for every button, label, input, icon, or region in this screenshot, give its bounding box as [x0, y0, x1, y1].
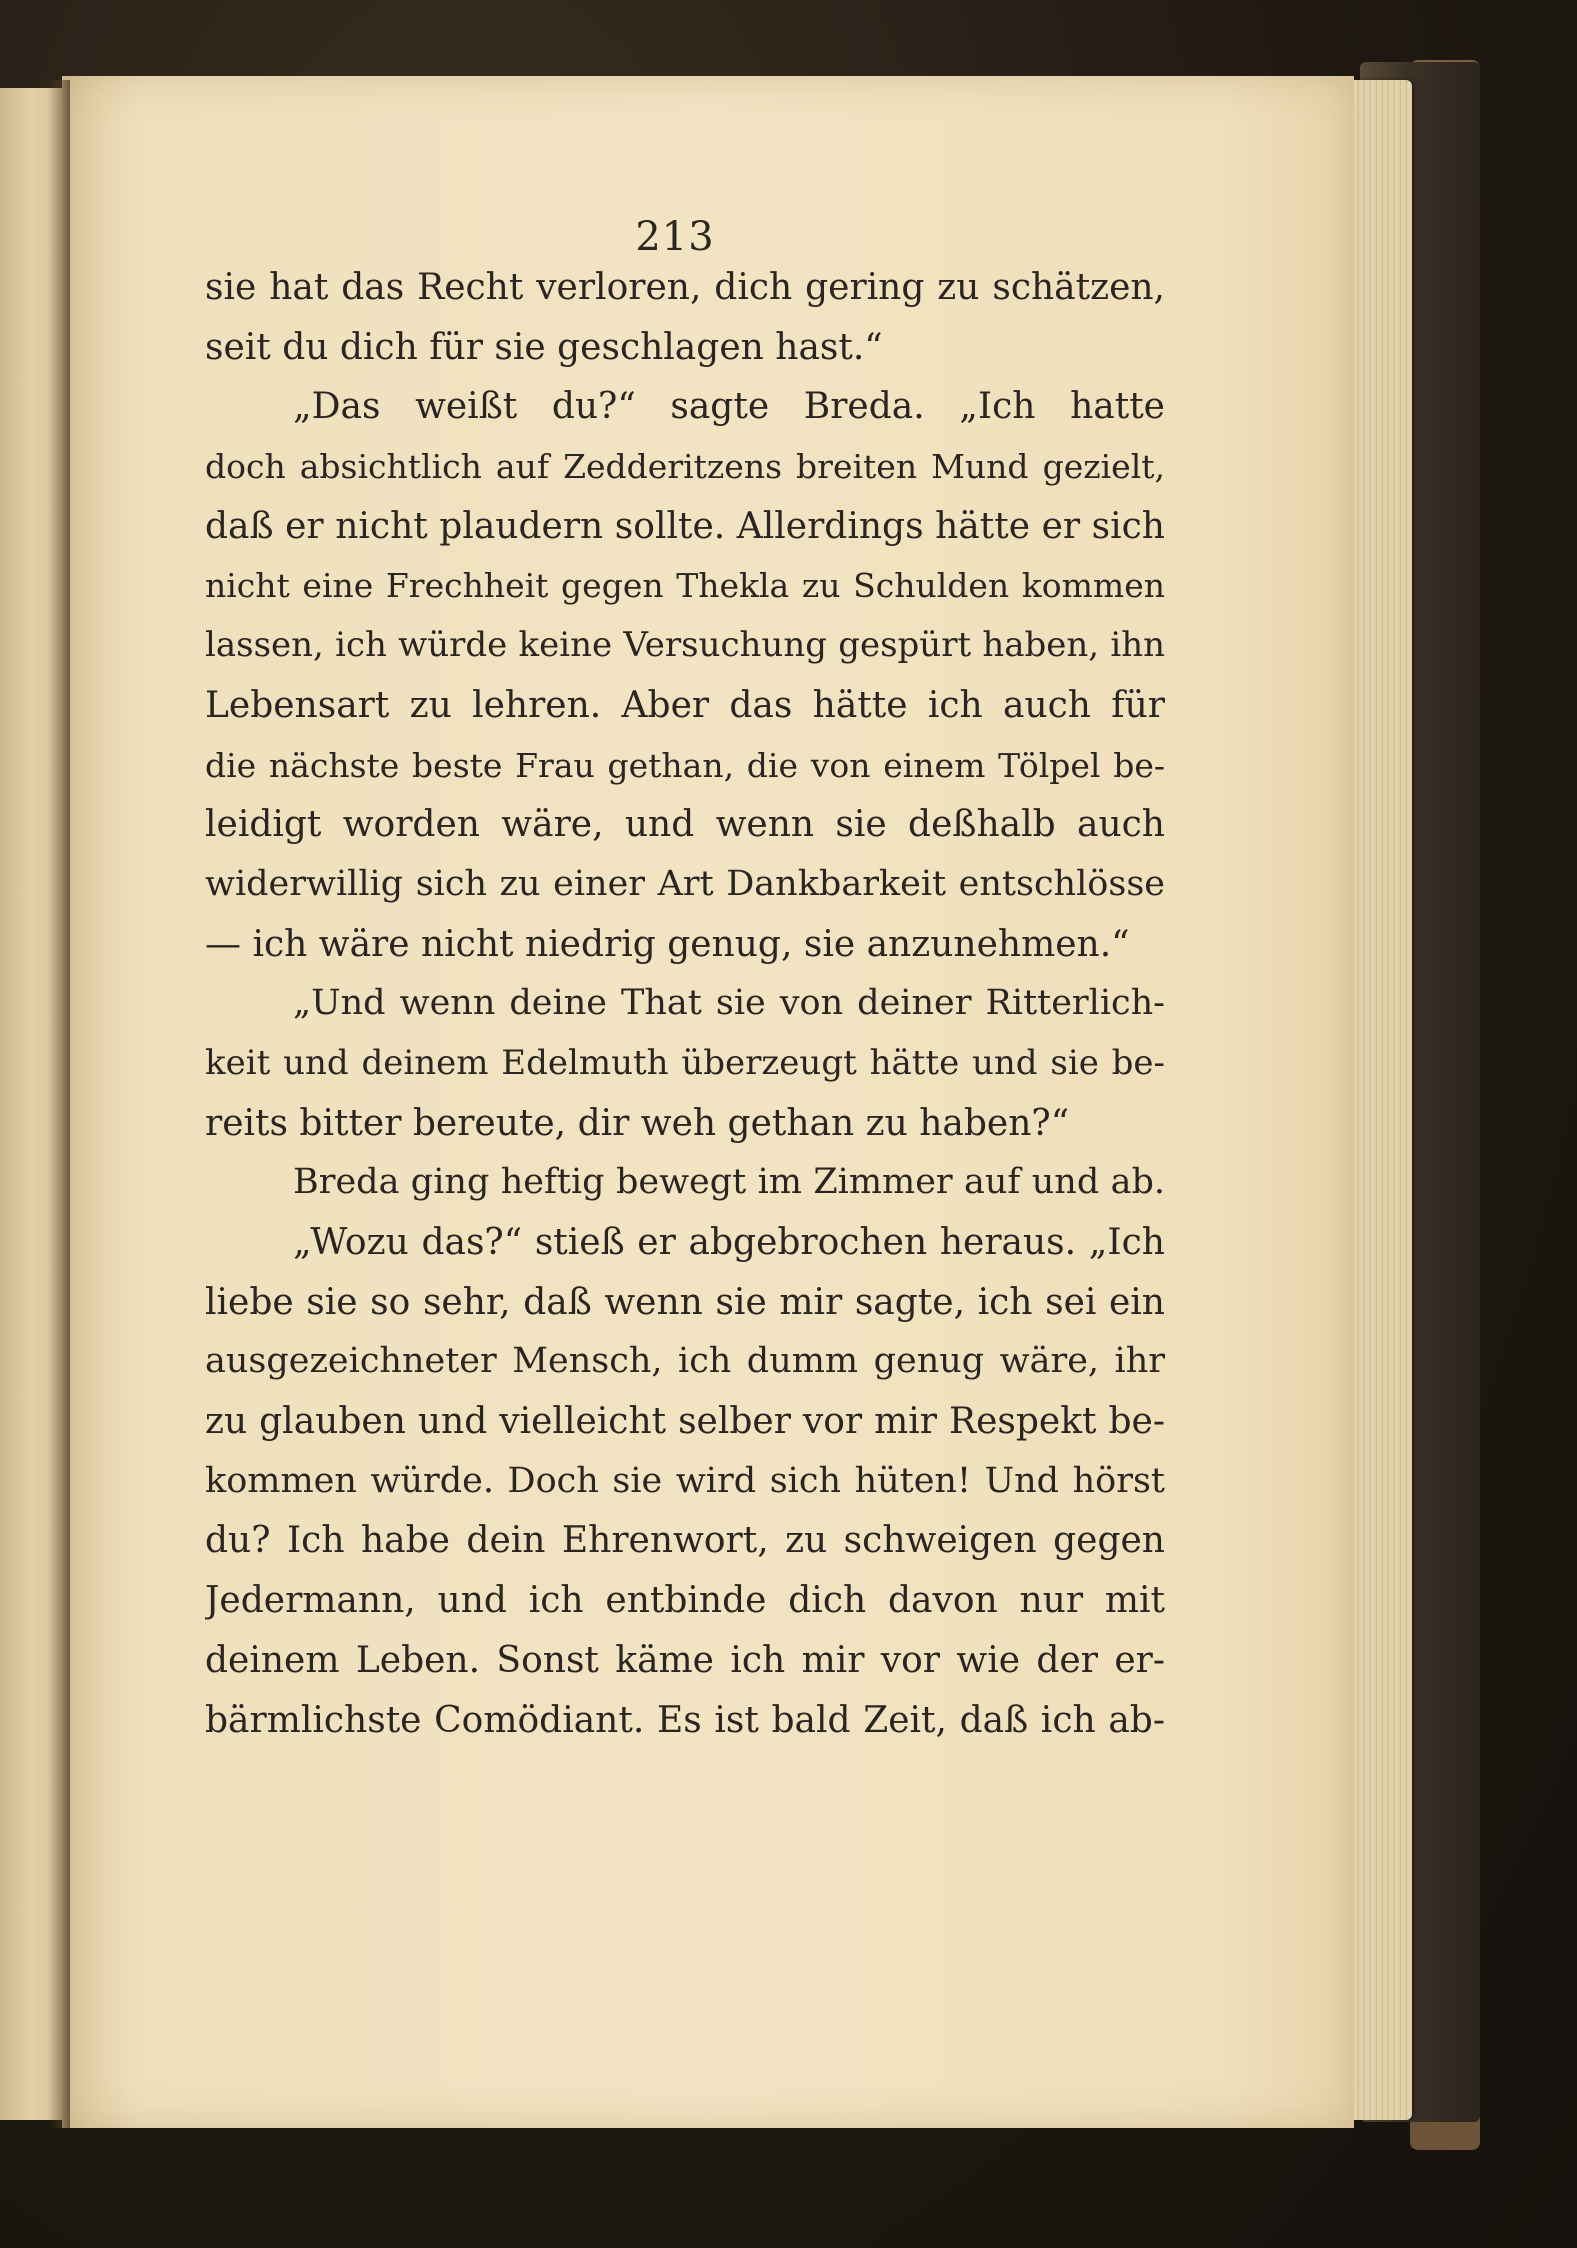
text-line: lassen, ich würde keine Versuchung gespürt haben, ihn [205, 625, 1165, 666]
text-line: seit du dich für sie geschlagen hast.“ [205, 326, 883, 368]
text-line: zu glauben und vielleicht selber vor mir Respekt be- [205, 1401, 1165, 1443]
text-line: „Wozu das?“ stieß er abgebrochen heraus. „Ich [293, 1222, 1165, 1263]
text-line: doch absichtlich auf Zedderitzens breiten Mund gezielt, [205, 447, 1165, 487]
text-line: keit und deinem Edelmuth überzeugt hätte und sie be- [205, 1042, 1165, 1083]
text-line: du? Ich habe dein Ehrenwort, zu schweigen gegen [205, 1520, 1165, 1562]
text-line: Lebensart zu lehren. Aber das hätte ich auch für [205, 684, 1165, 726]
text-line: nicht eine Frechheit gegen Thekla zu Schulden kommen [205, 566, 1165, 606]
text-line: widerwillig sich zu einer Art Dankbarkeit entschlösse [205, 863, 1165, 904]
text-line: deinem Leben. Sonst käme ich mir vor wie der er- [205, 1639, 1165, 1681]
text-line: reits bitter bereute, dir weh gethan zu haben?“ [205, 1102, 1070, 1144]
text-line: „Und wenn deine That sie von deiner Ritterlich- [293, 983, 1165, 1024]
page-gutter [48, 80, 70, 2128]
text-line: sie hat das Recht verloren, dich gering zu schätzen, [205, 267, 1165, 308]
text-line: Jedermann, und ich entbinde dich davon nur mit [205, 1580, 1165, 1622]
text-line: liebe sie so sehr, daß wenn sie mir sagte, ich sei ein [205, 1281, 1165, 1323]
text-line: Breda ging heftig bewegt im Zimmer auf und ab. [293, 1162, 1165, 1203]
text-line: kommen würde. Doch sie wird sich hüten! Und hörst [205, 1460, 1165, 1501]
text-line: ausgezeichneter Mensch, ich dumm genug wäre, ihr [205, 1341, 1165, 1382]
text-line: leidigt worden wäre, und wenn sie deßhalb auch [205, 804, 1165, 846]
page-number: 213 [635, 214, 715, 260]
body-text [205, 258, 1165, 1750]
text-line: — ich wäre nicht niedrig genug, sie anzunehmen.“ [205, 923, 1130, 965]
text-line: bärmlichste Comödiant. Es ist bald Zeit, daß ich ab- [205, 1699, 1165, 1741]
page-stack-edge [1348, 80, 1412, 2120]
text-line: daß er nicht plaudern sollte. Allerdings hätte er sich [205, 505, 1165, 547]
text-line: „Das weißt du?“ sagte Breda. „Ich hatte [293, 386, 1165, 428]
text-line: die nächste beste Frau gethan, die von einem Tölpel be- [205, 745, 1165, 785]
